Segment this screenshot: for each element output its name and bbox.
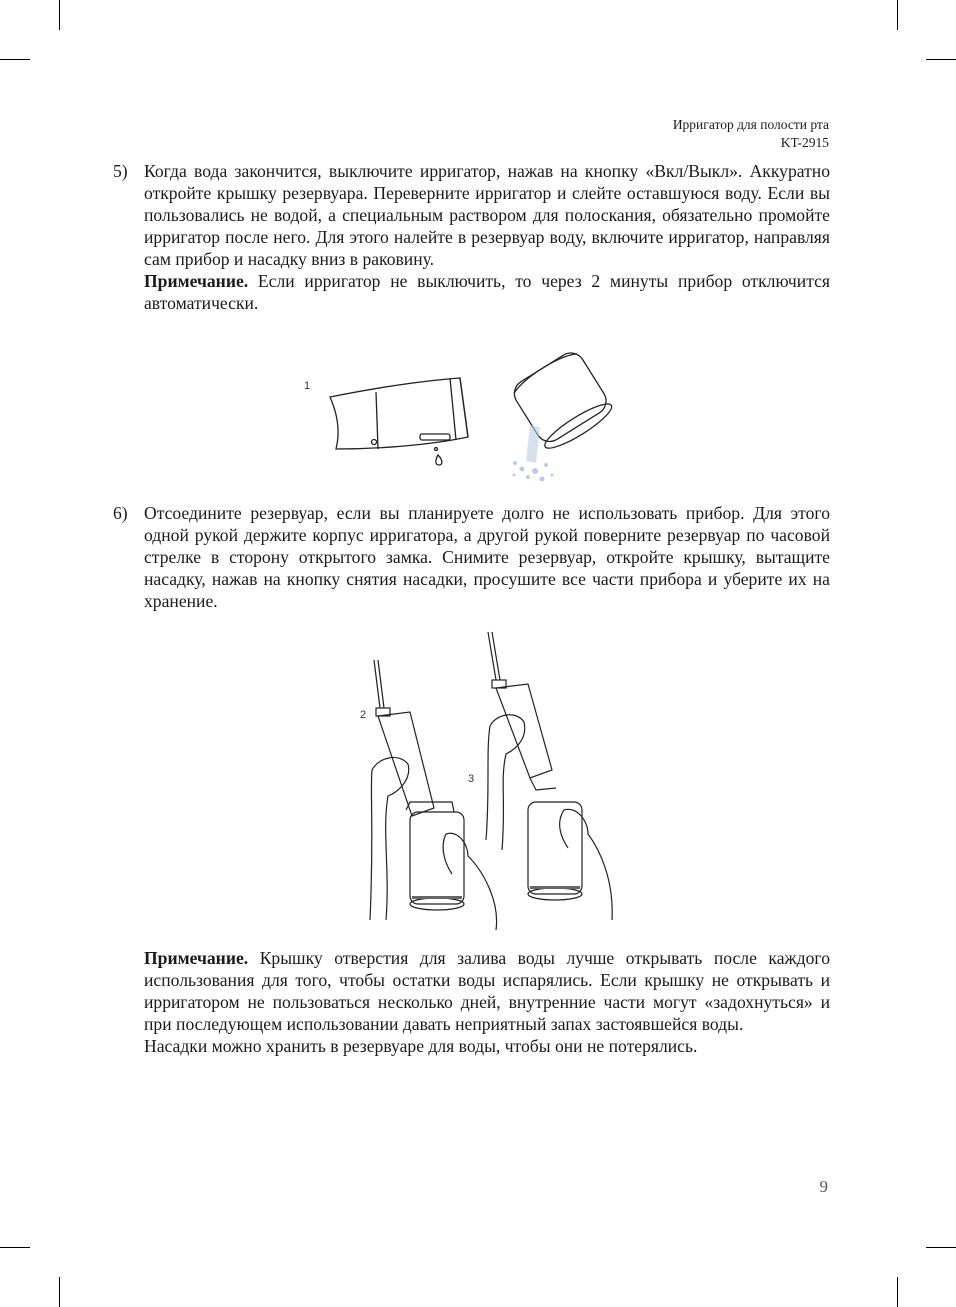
note-text: Если ирригатор не выключить, то через 2 минуты прибор отключится автоматически. [144,271,830,313]
step-number: 6) [113,503,128,523]
step-6 [113,502,830,612]
step-text: Когда вода закончится, выключите ирригатор, нажав на кнопку «Вкл/Выкл». Аккуратно откройте крышку резервуара. Переверните ирригатор и слейте оставшуюся воду. Если вы пользовались не водой, а специальным раствором для полоскания, обязательно промойте ирригатор после него. Для этого налейте в резервуар воду, включите ирригатор, направляя сам прибор и насадку вниз в раковину. [144,161,830,269]
figure-label-3: 3 [468,773,475,785]
step-number: 5) [113,161,128,181]
note-section [144,947,830,1057]
crop-mark [59,0,60,30]
page-number: 9 [819,1177,828,1196]
crop-mark [0,1247,30,1248]
step-note [144,270,830,314]
header-model: KT-2915 [780,135,829,150]
running-header [673,116,829,152]
note-text: Крышку отверстия для залива воды лучше открывать после каждого использования для того, чтобы остатки воды испарялись. Если крышку не открывать и ирригатором не пользоваться несколько дней, внутренние части могут «задохнуться» и при последующем использовании давать неприятный запах застоявшейся воды. [144,948,830,1034]
figure-label-1: 1 [304,380,311,392]
note-paragraph [144,947,830,1035]
crop-mark [0,59,30,60]
step-5 [113,160,830,314]
figure-label-2: 2 [360,709,367,721]
crop-mark [897,0,898,30]
crop-mark [897,1277,898,1307]
crop-mark [59,1277,60,1307]
header-title: Ирригатор для полости рта [672,117,829,132]
step-text: Отсоедините резервуар, если вы планируете долго не использовать прибор. Для этого одной рукой держите корпус ирригатора, а другой рукой поверните резервуар по часовой стрелке в сторону открытого замка. Снимите резервуар, откройте крышку, вытащите насадку, нажав на кнопку снятия насадки, просушите все части прибора и уберите их на хранение. [144,503,830,611]
crop-mark [926,1247,956,1248]
note-label: Примечание. [144,948,249,968]
figure-drain-water [300,345,620,490]
figure-detach-reservoir [350,630,620,940]
storage-text: Насадки можно хранить в резервуаре для воды, чтобы они не потерялись. [144,1036,698,1056]
crop-mark [926,59,956,60]
note-label: Примечание. [144,271,249,291]
